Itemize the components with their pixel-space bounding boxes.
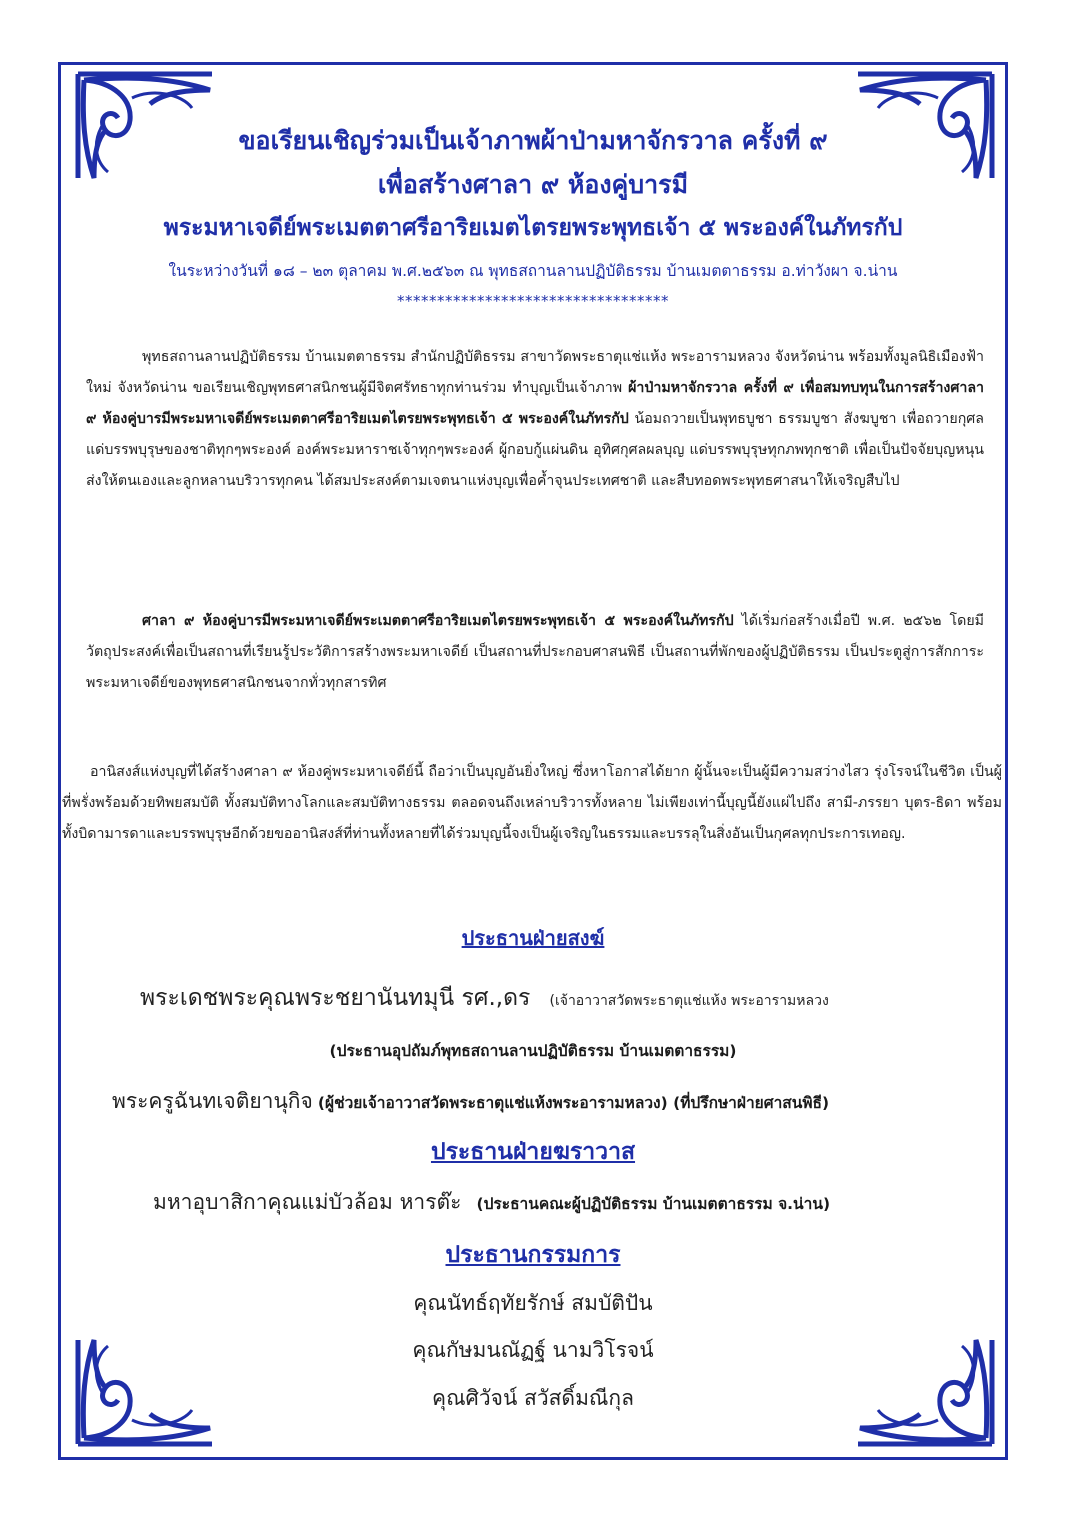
- laity-chair-role: (ประธานคณะผู้ปฏิบัติธรรม บ้านเมตตาธรรม จ.น่าน): [476, 1195, 831, 1213]
- invitation-title: ขอเรียนเชิญร่วมเป็นเจ้าภาพผ้าป่ามหาจักรวาล ครั้งที่ ๙: [238, 126, 828, 155]
- sangha-advisor: [112, 1085, 829, 1118]
- committee-member: คุณนัทธ์ฤทัยรักษ์ สมบัติปัน: [413, 1291, 653, 1315]
- sangha-chair-name: พระเดชพระคุณพระชยานันทมุนี รศ.,ดร: [140, 985, 531, 1011]
- event-date-location: ในระหว่างวันที่ ๑๘ – ๒๓ ตุลาคม พ.ศ.๒๕๖๓ ณ พุทธสถานลานปฏิบัติธรรม บ้านเมตตาธรรม อ.ท่าวังผา จ.น่าน: [168, 262, 898, 280]
- laity-chair-name: มหาอุบาสิกาคุณแม่บัวล้อม หารต๊ะ: [153, 1190, 462, 1214]
- paragraph-pavilion: [86, 606, 984, 699]
- sangha-advisor-name: พระครูฉันทเจติยานุกิจ: [112, 1089, 313, 1113]
- laity-chair: [153, 1186, 830, 1219]
- pavilion-text: ได้เริ่มก่อสร้างเมื่อปี พ.ศ. ๒๕๖๒ โดยมีวัตถุประสงค์เพื่อเป็นสถานที่เรียนรู้ประวัติการสร้างพระมหาเจดีย์ เป็นสถานที่ประกอบศาสนพิธี เป็นสถานที่พักของผู้ปฏิบัติธรรม เป็นประตูสู่การสักการะพระมหาเจดีย์ของพุทธศาสนิกชนจากทั่วทุกสารทิศ: [86, 613, 984, 691]
- committee-member: คุณศิวัจน์ สวัสดิ์มณีกุล: [432, 1386, 634, 1410]
- sangha-chair: [140, 980, 829, 1016]
- committee-member: คุณกัษมนณัฏฐ์ นามวิโรจน์: [412, 1338, 654, 1362]
- invitation-subtitle: เพื่อสร้างศาลา ๙ ห้องคู่บารมี: [377, 170, 689, 199]
- sangha-heading: ประธานฝ่ายสงฆ์: [461, 926, 605, 950]
- committee-heading: ประธานกรรมการ: [445, 1242, 621, 1268]
- laity-heading: ประธานฝ่ายฆราวาส: [430, 1139, 636, 1165]
- paragraph-merit: [62, 757, 1002, 850]
- merit-text: อานิสงส์แห่งบุญที่ได้สร้างศาลา ๙ ห้องคู่พระมหาเจดีย์นี้ ถือว่าเป็นบุญอันยิ่งใหญ่ ซึ่งหาโอกาสได้ยาก ผู้นั้นจะเป็นผู้มีความสว่างไสว รุ่งโรจน์ในชีวิต เป็นผู้ที่พรั่งพร้อมด้วยทิพยสมบัติ ทั้งสมบัติทางโลกและสมบัติทางธรรม ตลอดจนถึงเหล่าบริวารทั้งหลาย ไม่เพียงเท่านี้บุญนี้ยังแผ่ไปถึง สามี-ภรรยา บุตร-ธิดา พร้อมทั้งบิดามารดาและบรรพบุรุษอีกด้วยขออานิสงส์ที่ท่านทั้งหลายที่ได้ร่วมบุญนี้จงเป็นผู้เจริญในธรรมและบรรลุในสิ่งอันเป็นกุศลทุกประการเทอญ.: [62, 764, 1002, 842]
- sangha-chair-role: (เจ้าอาวาสวัดพระธาตุแช่แห้ง พระอารามหลวง: [549, 993, 829, 1009]
- intro-bold-text: ผ้าป่ามหาจักรวาล ครั้งที่ ๙ เพื่อสมทบทุนในการสร้างศาลา ๙ ห้องคู่บารมีพระมหาเจดีย์พระเมตตาศรีอาริยเมตไตรยพระพุทธเจ้า ๕ พระองค์ในภัทรกัป: [86, 380, 984, 427]
- stupa-title: พระมหาเจดีย์พระเมตตาศรีอาริยเมตไตรยพระพุทธเจ้า ๕ พระองค์ในภัทรกัป: [163, 215, 903, 241]
- intro-text-continued: น้อมถวายเป็นพุทธบูชา ธรรมบูชา สังฆบูชา เพื่อถวายกุศลแด่บรรพบุรุษของชาติทุกๆพระองค์ องค์พระมหาราชเจ้าทุกๆพระองค์ ผู้กอบกู้แผ่นดิน อุทิศกุศลผลบุญ แด่บรรพบุรุษทุกภพทุกชาติ เพื่อเป็นปัจจัยบุญหนุนส่งให้ตนเองและลูกหลานบริวารทุกคน ได้สมประสงค์ตามเจตนาแห่งบุญเพื่อค้ำจุนประเทศชาติ และสืบทอดพระพุทธศาสนาให้เจริญสืบไป: [86, 411, 984, 489]
- sangha-chair-role2: (ประธานอุปถัมภ์พุทธสถานลานปฏิบัติธรรม บ้านเมตตาธรรม): [329, 1042, 737, 1060]
- divider-stars: **********************************: [397, 292, 669, 310]
- intro-text: พุทธสถานลานปฏิบัติธรรม บ้านเมตตาธรรม สำนักปฏิบัติธรรม สาขาวัดพระธาตุแช่แห้ง พระอารามหลวง จังหวัดน่าน พร้อมทั้งมูลนิธิเมืองฟ้าใหม่ จังหวัดน่าน ขอเรียนเชิญพุทธศาสนิกชนผู้มีจิตศรัทธาทุกท่านร่วม ทำบุญเป็นเจ้าภาพ: [86, 349, 984, 396]
- sangha-advisor-role: (ผู้ช่วยเจ้าอาวาสวัดพระธาตุแช่แห้งพระอารามหลวง) (ที่ปรึกษาฝ่ายศาสนพิธี): [317, 1094, 830, 1112]
- paragraph-intro: [86, 342, 984, 497]
- pavilion-bold-text: ศาลา ๙ ห้องคู่บารมีพระมหาเจดีย์พระเมตตาศรีอาริยเมตไตรยพระพุทธเจ้า ๕ พระองค์ในภัทรกัป: [142, 613, 734, 629]
